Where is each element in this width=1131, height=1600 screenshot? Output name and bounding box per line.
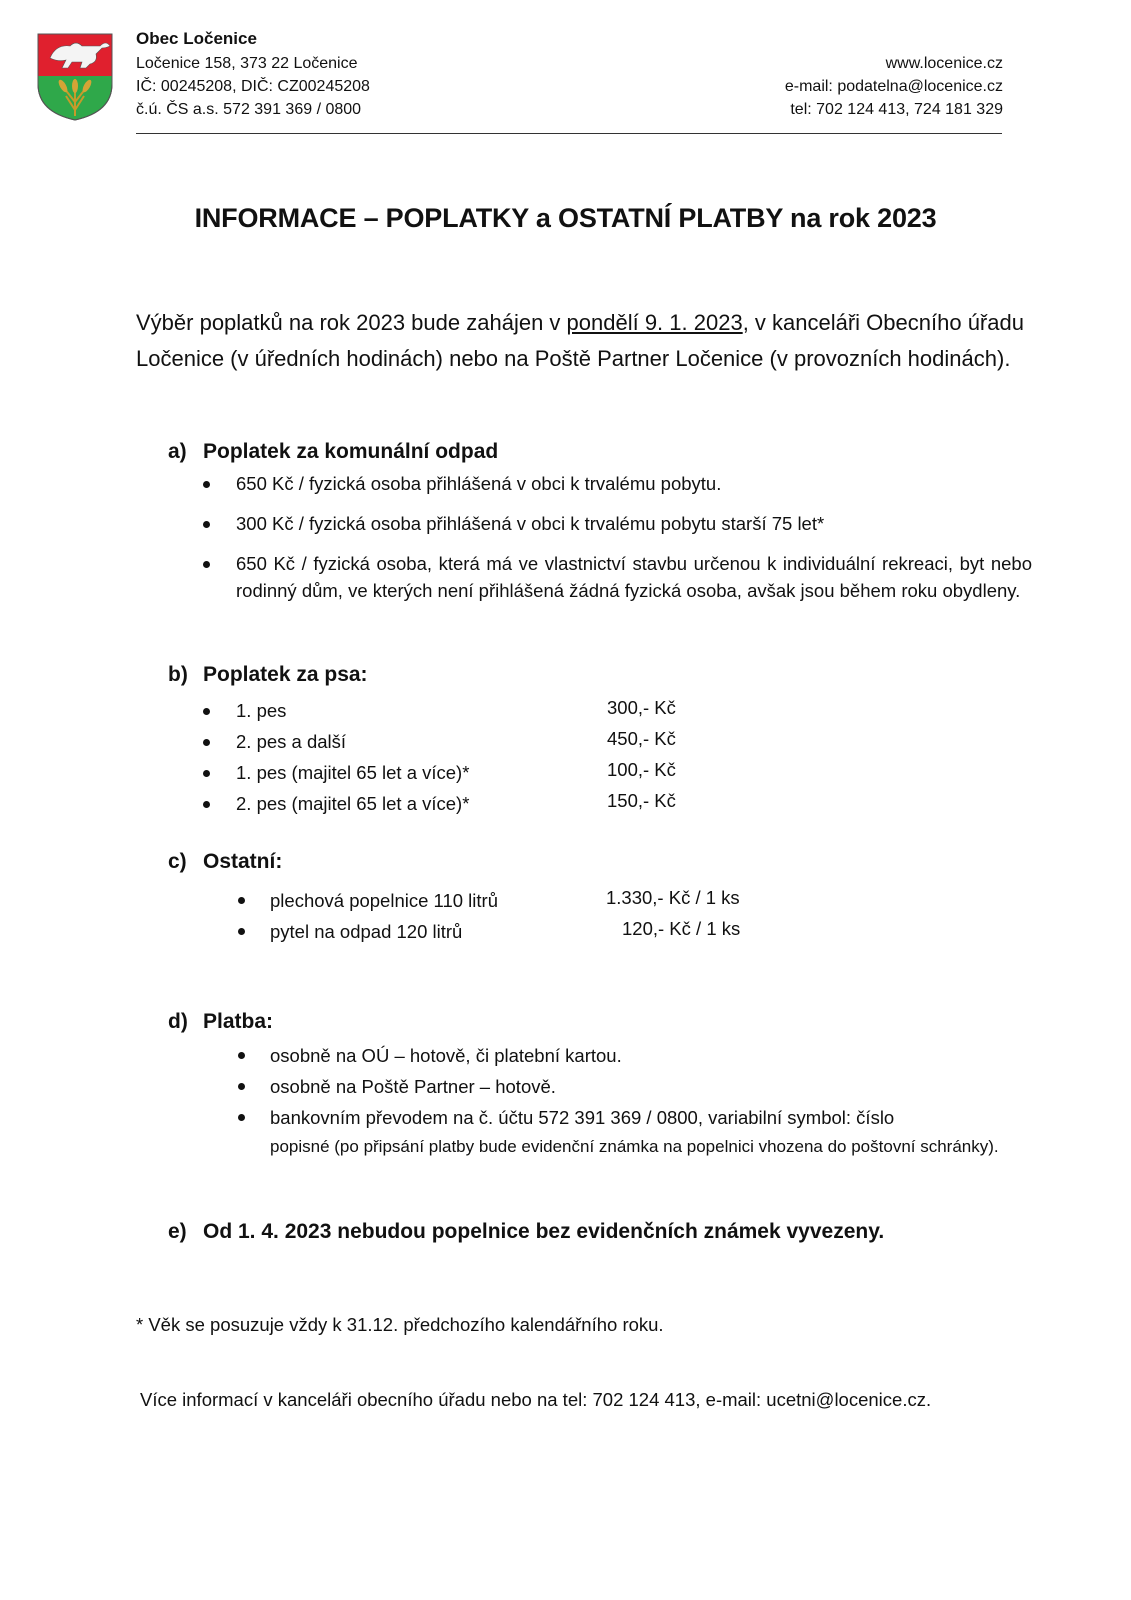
footnote: * Věk se posuzuje vždy k 31.12. předchozího kalendářního roku. [136, 1314, 664, 1335]
org-name: Obec Ločenice [136, 29, 257, 48]
bullet-icon [203, 801, 210, 808]
bullet-icon [203, 481, 210, 488]
section-label: c) [168, 850, 187, 873]
section-title: Poplatek za psa: [203, 663, 368, 686]
payment-method: osobně na Poště Partner – hotově. [270, 1076, 556, 1097]
section-title: Od 1. 4. 2023 nebudou popelnice bez evidenčních známek vyvezeny. [203, 1220, 885, 1243]
page-title: INFORMACE – POPLATKY a OSTATNÍ PLATBY na rok 2023 [194, 203, 937, 233]
ico-dic: IČ: 00245208, DIČ: CZ00245208 [136, 78, 370, 95]
section-d-heading [168, 1010, 273, 1034]
dog-fee-name: 2. pes (majitel 65 let a více)* [236, 793, 470, 814]
intro-text-1: Výběr poplatků na rok 2023 bude zahájen v [136, 310, 567, 335]
start-date: pondělí 9. 1. 2023 [566, 310, 743, 335]
dog-fee-name: 2. pes a další [236, 731, 347, 752]
payment-method-continued: popisné (po připsání platby bude evidenční známka na popelnici vhozena do poštovní schránky). [270, 1137, 999, 1156]
bullet-icon [238, 928, 245, 935]
bullet-icon [238, 1052, 245, 1059]
other-fee-price: 1.330,- Kč / 1 ks [606, 887, 740, 908]
section-label: b) [168, 663, 188, 686]
section-c-heading [168, 850, 282, 874]
bullet-icon [203, 708, 210, 715]
other-fee-name: plechová popelnice 110 litrů [270, 890, 498, 911]
bullet-icon [203, 739, 210, 746]
section-label: d) [168, 1010, 188, 1033]
section-label: e) [168, 1220, 187, 1243]
dog-fee-price: 300,- Kč [607, 697, 676, 718]
payment-method: osobně na OÚ – hotově, či platební kartou. [270, 1045, 622, 1066]
list-item: 650 Kč / fyzická osoba přihlášená v obci k trvalému pobytu. [236, 473, 722, 494]
section-b-heading [168, 663, 368, 687]
bullet-icon [238, 1114, 245, 1121]
header-right-block [785, 52, 1003, 121]
phone-numbers: tel: 702 124 413, 724 181 329 [790, 101, 1003, 118]
section-label: a) [168, 440, 187, 463]
intro-text-2: , v kanceláři Obecního úřadu Ločenice (v úředních hodinách) nebo na Poště Partner Ločenice (v provozních hodinách). [136, 310, 1024, 371]
dog-fee-name: 1. pes [236, 700, 287, 721]
bullet-icon [203, 561, 210, 568]
dog-fee-price: 150,- Kč [607, 790, 676, 811]
other-fee-price: 120,- Kč / 1 ks [622, 918, 741, 939]
dog-fee-price: 450,- Kč [607, 728, 676, 749]
list-item: 650 Kč / fyzická osoba, která má ve vlastnictví stavbu určenou k individuální rekreaci, byt nebo rodinný dům, ve kterých není přihlášená žádná fyzická osoba, avšak jsou během roku obydleny. [236, 553, 1032, 601]
header-divider [136, 133, 1002, 134]
payment-method: bankovním převodem na č. účtu 572 391 369 / 0800, variabilní symbol: číslo [270, 1107, 895, 1128]
section-title: Platba: [203, 1010, 274, 1033]
coat-of-arms-logo [36, 32, 114, 122]
bullet-icon [203, 521, 210, 528]
email-link[interactable]: e-mail: podatelna@locenice.cz [784, 78, 1003, 95]
bank-account: č.ú. ČS a.s. 572 391 369 / 0800 [136, 101, 362, 118]
dog-fee-name: 1. pes (majitel 65 let a více)* [236, 762, 470, 783]
bullet-icon [238, 897, 245, 904]
website-link[interactable]: www.locenice.cz [885, 55, 1003, 72]
dog-fee-price: 100,- Kč [607, 759, 676, 780]
header-left-block [136, 52, 370, 121]
other-fee-name: pytel na odpad 120 litrů [270, 921, 463, 942]
bullet-icon [203, 770, 210, 777]
address: Ločenice 158, 373 22 Ločenice [136, 55, 358, 72]
bullet-icon [238, 1083, 245, 1090]
list-item: 300 Kč / fyzická osoba přihlášená v obci k trvalému pobytu starší 75 let* [236, 513, 825, 534]
section-title: Poplatek za komunální odpad [203, 440, 499, 463]
section-a-heading [168, 440, 498, 464]
section-e-heading [168, 1220, 884, 1244]
contact-line: Více informací v kanceláři obecního úřadu nebo na tel: 702 124 413, e-mail: ucetni@locenice.cz. [140, 1389, 932, 1410]
section-title: Ostatní: [203, 850, 283, 873]
intro-paragraph [136, 305, 1051, 377]
